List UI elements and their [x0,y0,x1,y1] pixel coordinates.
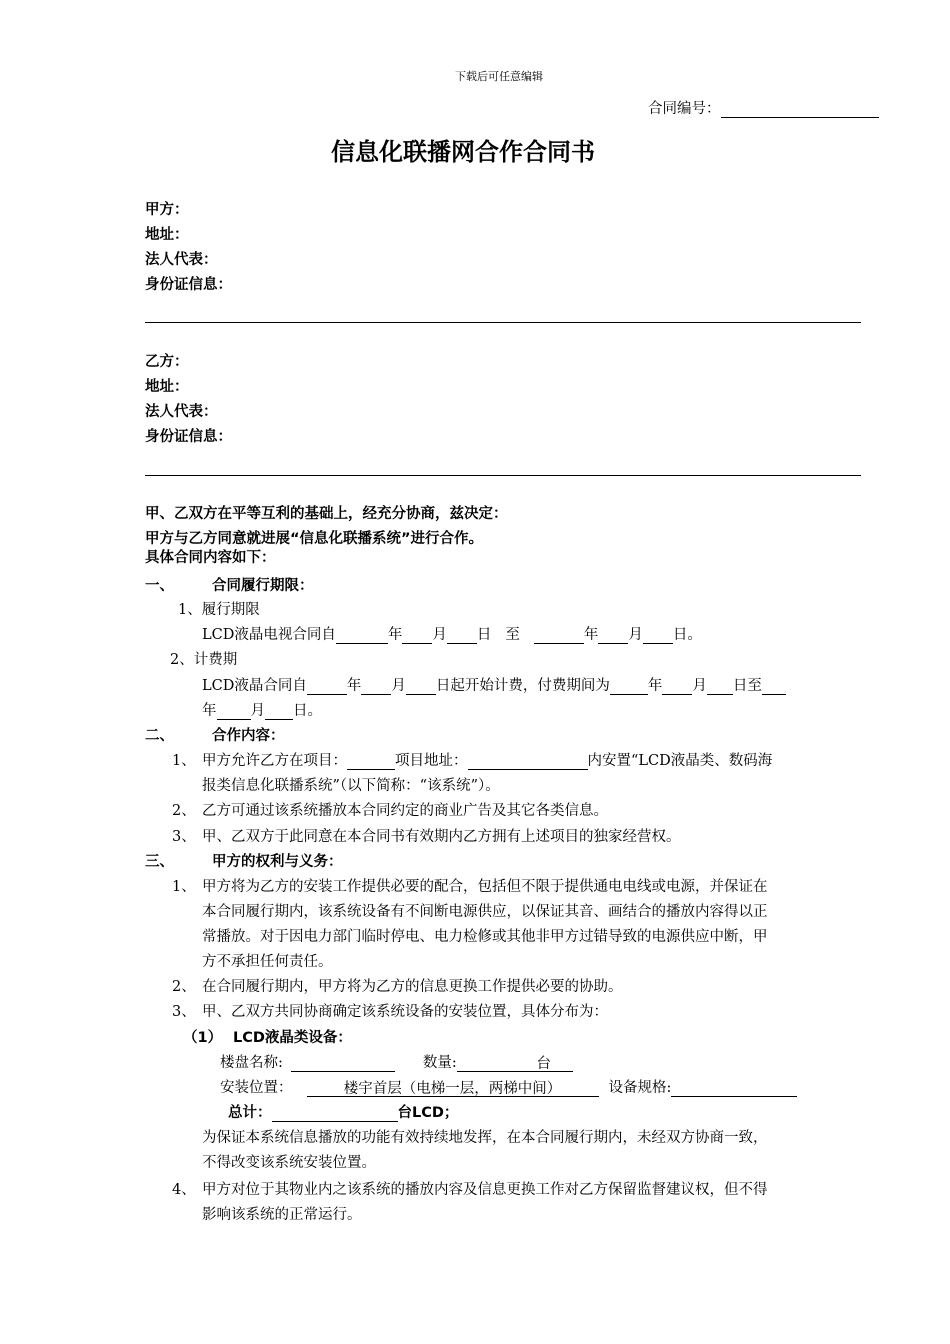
building-name-blank [291,1055,395,1072]
lcd-device-title: LCD液晶类设备： [233,1030,352,1046]
project-address-blank [468,753,588,770]
list-number: 2、 [172,803,196,819]
project-blank [347,753,395,770]
obligation-item-4-line-1: 甲方对位于其物业内之该系统的播放内容及信息更换工作对乙方保留监督建议权，但不得 [202,1182,768,1198]
section-2-number: 二、 [145,728,174,744]
contract-number-label: 合同编号： [648,101,721,117]
party-b-id-label: 身份证信息： [145,429,232,445]
keep-location-line-1: 为保证本系统信息播放的功能有效持续地发挥，在本合同履行期内，未经双方协商一致， [202,1130,768,1146]
end-day-blank [643,627,673,644]
divider [145,322,861,323]
party-a-id-label: 身份证信息： [145,277,232,293]
list-number: 2、 [172,979,196,995]
install-location-value: 楼宇首层（电梯一层，两梯中间） [307,1080,599,1097]
cooperation-item-1: 甲方允许乙方在项目： 项目地址： 内安置“LCD液晶类、数码海 [202,753,773,769]
list-number: 3、 [172,1004,196,1020]
contract-number [648,100,879,118]
party-b-address-label: 地址： [145,379,189,395]
obligation-item-3: 甲、乙双方共同协商确定该系统设备的安装位置，具体分布为： [202,1004,608,1020]
party-a-address-label: 地址： [145,227,189,243]
cooperation-item-1-cont: 报类信息化联播系统”（以下简称：“该系统”）。 [202,778,500,794]
intro-line-1: 甲、乙双方在平等互利的基础上，经充分协商，兹决定： [145,506,508,522]
obligation-item-1-line-2: 本合同履行期内，该系统设备有不间断电源供应，以保证其音、画结合的播放内容得以正 [202,904,768,920]
divider [145,475,861,476]
total-line: 总计： 台LCD； [228,1105,459,1121]
start-day-blank [447,627,477,644]
intro-line-3: 具体合同内容如下： [145,550,276,566]
intro-line-2: 甲方与乙方同意就进展“信息化联播系统”进行合作。 [145,531,484,547]
list-number: 1、 [172,753,196,769]
cooperation-item-2: 乙方可通过该系统播放本合同约定的商业广告及其它各类信息。 [202,803,608,819]
quantity-blank: 台 [457,1055,573,1072]
party-a-label: 甲方： [145,202,189,218]
device-spec-blank [671,1080,797,1097]
list-number: 3、 [172,829,196,845]
list-number: 4、 [172,1182,196,1198]
end-year-blank [534,627,584,644]
obligation-item-1-line-3: 常播放。对于因电力部门临时停电、电力检修或其他非甲方过错导致的电源供应中断，甲 [202,929,768,945]
download-note: 下载后可任意编辑 [455,70,543,83]
billing-item-title: 2、计费期 [170,652,238,668]
section-3-title: 甲方的权利与义务： [212,854,343,870]
term-item-title: 1、履行期限 [178,602,260,618]
term-line: LCD液晶电视合同自 年 月 日 至 年 月 日。 [202,627,702,643]
section-1-number: 一、 [145,578,174,594]
page-title: 信息化联播网合作合同书 [331,138,595,166]
cooperation-item-3: 甲、乙双方于此同意在本合同书有效期内乙方拥有上述项目的独家经营权。 [202,829,681,845]
keep-location-line-2: 不得改变该系统安装位置。 [202,1155,376,1171]
billing-line-2: 年 月 日。 [202,703,322,719]
sub-item-number: （1） [183,1030,223,1046]
start-year-blank [336,627,388,644]
obligation-item-4-line-2: 影响该系统的正常运行。 [202,1207,362,1223]
billing-line-1: LCD液晶合同自 年 月 日起开始计费，付费期间为 年 月 日至 [202,677,786,695]
section-1-title: 合同履行期限： [212,578,314,594]
list-number: 1、 [172,879,196,895]
party-a-rep-label: 法人代表： [145,252,218,268]
section-2-title: 合作内容： [212,728,285,744]
obligation-item-1-line-1: 甲方将为乙方的安装工作提供必要的配合，包括但不限于提供通电电线或电源，并保证在 [202,879,768,895]
start-month-blank [402,627,432,644]
obligation-item-1-line-4: 方不承担任何责任。 [202,954,333,970]
party-b-rep-label: 法人代表： [145,404,218,420]
total-blank [272,1105,398,1122]
building-qty-line: 楼盘名称: 数量: 台 [220,1054,573,1072]
party-b-label: 乙方： [145,354,189,370]
section-3-number: 三、 [145,854,174,870]
end-month-blank [598,627,628,644]
obligation-item-2: 在合同履行期内，甲方将为乙方的信息更换工作提供必要的协助。 [202,979,623,995]
contract-number-blank [721,101,879,118]
install-location-line: 安装位置： 楼宇首层（电梯一层，两梯中间） 设备规格: [220,1079,797,1097]
